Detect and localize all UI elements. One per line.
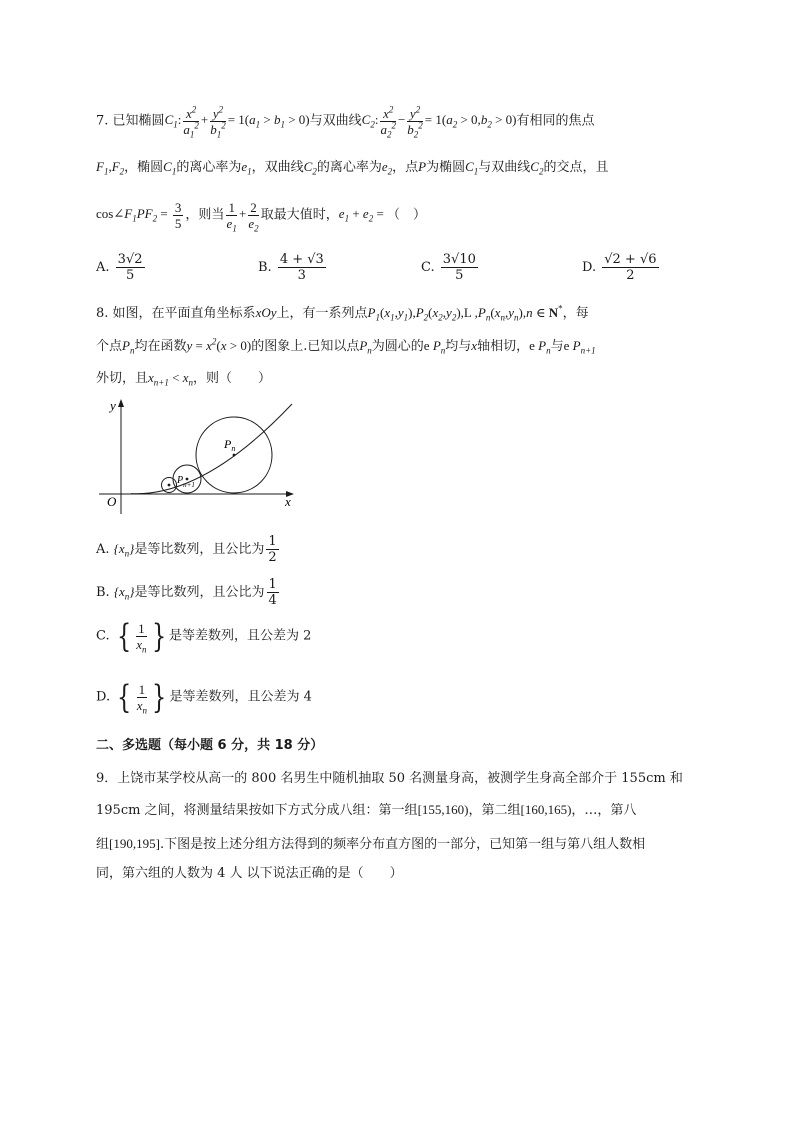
section-2-heading: 二、多选题（每小题 6 分，共 18 分）	[96, 738, 324, 753]
x-axis-label: x	[285, 494, 291, 509]
q8-line-1: 8. 如图，在平面直角坐标系xOy上，有一系列点$P_1(x_1,y_1),P_2(x_2,y_2),L$ $,P_n(x_n,y_n),n$ ∈ N*，每	[96, 303, 589, 323]
q9-line-2: 195cm 之间，将测量结果按如下方式分成八组：第一组[155,160)，第二组[160,165)，…，第八	[96, 802, 637, 818]
q8-line-2: 个点$P_n$均在函数$y = x^2(x > 0)$的图象上.已知以点$P_n$为圆心的e $P_n$均与x轴相切，e $P_n$与e $P_{n+1}$	[96, 336, 596, 356]
q7-line-3: $\cos\angle F_1PF_2$ = $\frac{3}{5}$ ，则当 $\frac{1}{e_1}$ + $\frac{2}{e_2}$ 取最大值时，$e_1 + e_2$ = （ ）	[96, 200, 427, 234]
q9-line-1: 9．上饶市某学校从高一的 800 名男生中随机抽取 50 名测量身高，被测学生身高全部介于 155cm 和	[96, 771, 683, 786]
y-axis-arrow	[118, 399, 124, 407]
pn-label: $P_n$	[224, 437, 236, 453]
q8-line-3: 外切，且$x_{n+1} < x_n$，则（ ）	[96, 370, 272, 388]
point-small	[168, 484, 171, 487]
q8-figure	[94, 396, 304, 516]
q7-option-a[interactable]: A. $\frac{3√2}{5}$	[96, 252, 143, 283]
q7-number: 7.	[96, 113, 109, 129]
q8-option-d[interactable]: D. { $\frac{1}{x_n}$ } 是等差数列，且公差为 4	[96, 678, 312, 716]
point-pn	[233, 454, 236, 457]
q7-option-d[interactable]: D. $\frac{√2 + √6}{2}$	[582, 252, 657, 283]
q7-option-c[interactable]: C. $\frac{3√10}{5}$	[421, 252, 476, 283]
pn1-label: $P_{n+1}$	[177, 475, 195, 489]
parabola-curve	[131, 404, 292, 494]
q7-line-2: $F_1,F_2$，椭圆$C_1$的离心率为$e_1$，双曲线$C_2$的离心率为$e_2$，点P为椭圆$C_1$与双曲线$C_2$的交点，且	[96, 159, 609, 177]
q7-line-1: 7. 已知椭圆$C_1$: $\frac{x^2}{a_1^2}$ + $\frac{y^2}{b_1^2}$ = $1(a_1 > b_1 > 0)$与双曲线$C_2$: $\frac{x^2}{a_2^2}$ − $\frac{y^2}{b_2^2}$ = $1(a_2 > 0,b_2 > 0)$有相同的焦点	[96, 104, 595, 140]
q7-math: $C_1$: $\frac{x^2}{a_1^2}$ + $\frac{y^2}{b_1^2}$ = $1(a_1 > b_1 > 0)$	[164, 104, 310, 140]
q8-option-b[interactable]: B. $\{x_n\}$是等比数列，且公比为 $\frac{1}{4}$	[96, 577, 277, 608]
q8-option-a[interactable]: A. $\{x_n\}$是等比数列，且公比为 $\frac{1}{2}$	[96, 534, 277, 565]
point-pn1	[186, 478, 189, 481]
y-axis-label: y	[110, 398, 116, 413]
origin-label: O	[107, 494, 117, 509]
q9-line-3: 组[190,195].下图是按上述分组方法得到的频率分布直方图的一部分，已知第一组与第八组人数相	[96, 836, 646, 852]
q7-option-b[interactable]: B. $\frac{4 + √3}{3}$	[258, 252, 324, 283]
q9-line-4: 同，第六组的人数为 4 人 以下说法正确的是（ ）	[96, 866, 403, 881]
q8-option-c[interactable]: C. { $\frac{1}{x_n}$ } 是等差数列，且公差为 2	[96, 617, 312, 655]
